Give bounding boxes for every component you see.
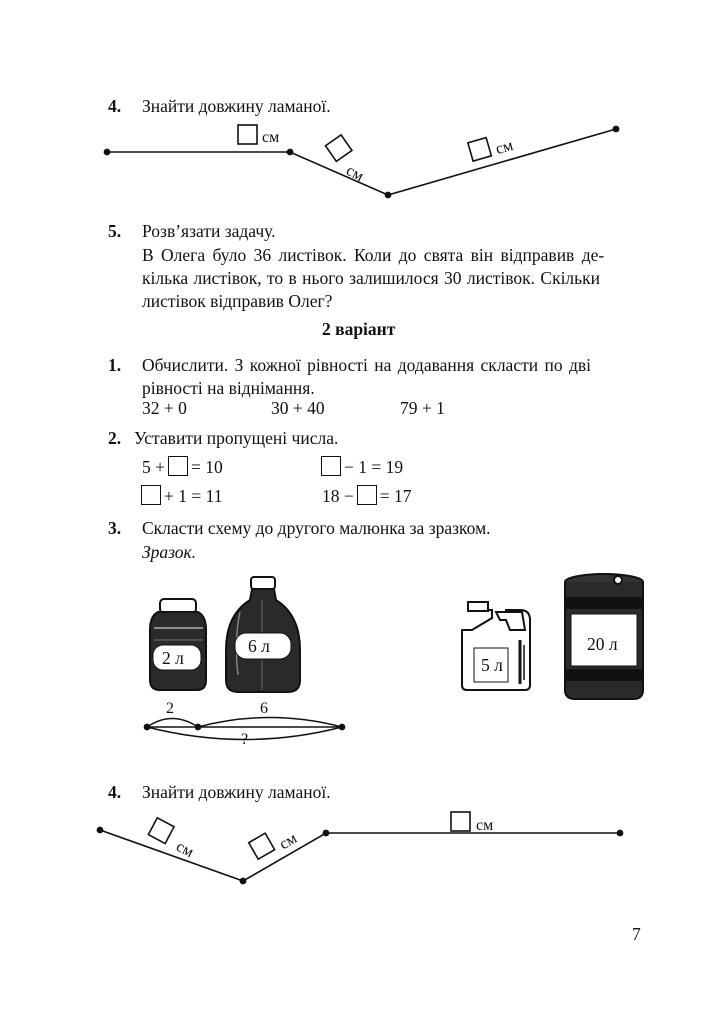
- equation-part: + 1 = 11: [164, 486, 223, 506]
- broken-line-top: [104, 126, 618, 197]
- answer-box[interactable]: [357, 485, 377, 505]
- unit-label: см: [276, 829, 301, 854]
- jar-image: [150, 599, 206, 690]
- barrel-label: 20 л: [587, 634, 618, 654]
- equation-part: 18 −: [322, 486, 354, 506]
- page-number: 7: [632, 924, 641, 944]
- canister-label: 5 л: [481, 655, 503, 675]
- answer-box[interactable]: [168, 456, 188, 476]
- task5-line: В Олега було 36 листівок. Коли до свята він відправив де-: [142, 245, 605, 265]
- equation-part: = 10: [191, 457, 223, 477]
- bottle-label: 6 л: [248, 636, 270, 656]
- v2-task2-text: Уставити пропущені числа.: [134, 428, 339, 448]
- unit-label: см: [343, 162, 367, 186]
- boxes-bottom: [148, 812, 470, 859]
- variant-heading: 2 варіант: [322, 319, 396, 339]
- equation-4: [322, 484, 412, 508]
- equation-1: [142, 455, 223, 479]
- expression: 30 + 40: [271, 398, 325, 418]
- expression: 32 + 0: [142, 398, 187, 418]
- v2-task2-number: 2.: [108, 428, 122, 448]
- unit-label: см: [262, 129, 280, 146]
- equation-part: = 17: [379, 486, 412, 506]
- sample-label: Зразок.: [142, 542, 197, 562]
- jar-label: 2 л: [162, 648, 184, 668]
- v2-task4-number: 4.: [108, 782, 122, 802]
- task4-text: Знайти довжину ламаної.: [142, 96, 331, 116]
- v2-task1-number: 1.: [108, 355, 122, 375]
- equation-part: 5 +: [142, 457, 165, 477]
- expression: 79 + 1: [400, 398, 445, 418]
- task4-number: 4.: [108, 96, 122, 116]
- task5-line: кілька листівок, то в нього залишилося 30 листівок. Скільки: [142, 268, 601, 288]
- unit-label: см: [476, 817, 494, 834]
- v2-task3-number: 3.: [108, 518, 122, 538]
- scheme-part-a: 2: [166, 700, 174, 717]
- answer-box[interactable]: [141, 485, 161, 505]
- equation-2: [318, 455, 403, 479]
- equation-part: − 1 = 19: [344, 457, 404, 477]
- task5-line: листівок відправив Олег?: [142, 291, 333, 311]
- unit-label: см: [173, 838, 197, 862]
- unit-label: см: [493, 136, 516, 159]
- v2-task3-text: Скласти схему до другого малюнка за зразком.: [142, 518, 491, 538]
- equation-3: [138, 484, 222, 508]
- scheme-part-b: 6: [260, 700, 268, 717]
- answer-box[interactable]: [321, 456, 341, 476]
- task5-number: 5.: [108, 221, 122, 241]
- v2-task1-line: Обчислити. З кожної рівності на додавання скласти по дві: [142, 355, 591, 375]
- task5-title: Розв’язати задачу.: [142, 221, 276, 241]
- v2-task1-line: рівності на віднімання.: [142, 378, 315, 398]
- v2-task4-text: Знайти довжину ламаної.: [142, 782, 331, 802]
- scheme-question: ?: [241, 731, 249, 748]
